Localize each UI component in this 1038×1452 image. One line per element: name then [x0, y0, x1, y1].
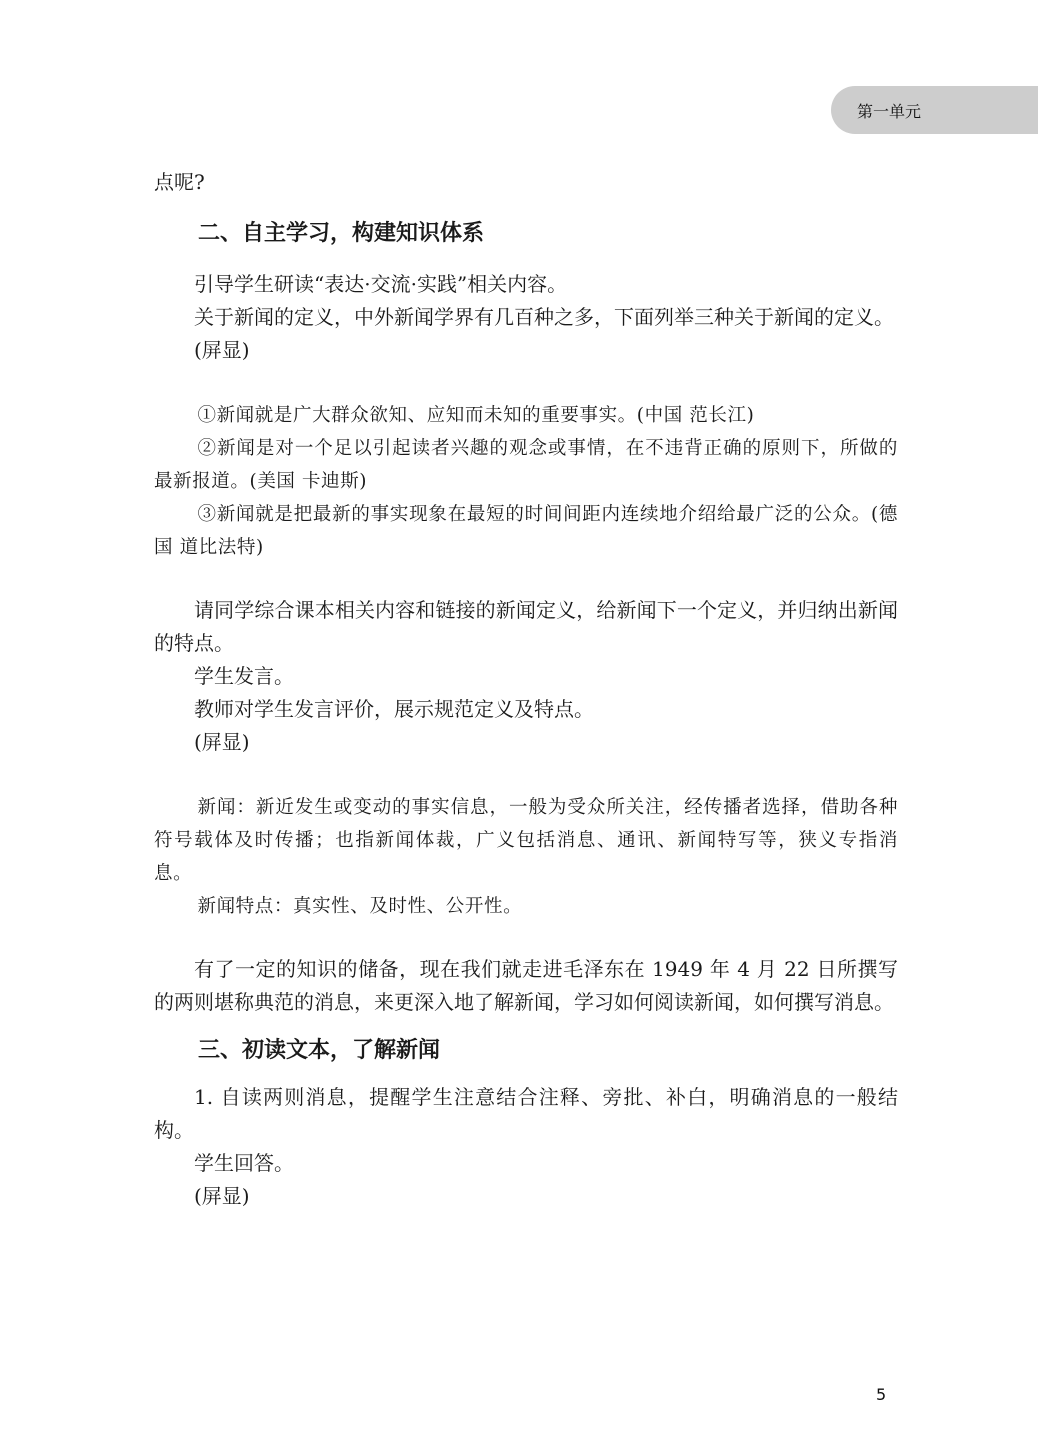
paragraph-continued: 点呢? — [154, 170, 205, 194]
paragraph: 请同学综合课本相关内容和链接的新闻定义，给新闻下一个定义，并归纳出新闻的特点。 — [154, 598, 898, 655]
unit-tab — [831, 86, 1038, 134]
quote-news-features: 新闻特点：真实性、及时性、公开性。 — [197, 896, 523, 917]
unit-label: 第一单元 — [857, 101, 922, 121]
page-content — [154, 166, 898, 1213]
page-number: 5 — [876, 1385, 887, 1404]
paragraph: 关于新闻的定义，中外新闻学界有几百种之多，下面列举三种关于新闻的定义。 — [194, 305, 894, 329]
paragraph: 教师对学生发言评价，展示规范定义及特点。 — [194, 697, 594, 721]
quote-news-definition: 新闻：新近发生或变动的事实信息，一般为受众所关注，经传播者选择，借助各种符号载体及时传播；也指新闻体裁，广义包括消息、通讯、新闻特写等，狭义专指消息。 — [154, 797, 898, 884]
paragraph: 学生回答。 — [194, 1151, 294, 1175]
paragraph: 有了一定的知识的储备，现在我们就走进毛泽东在 1949 年 4 月 22 日所撰写的两则堪称典范的消息，来更深入地了解新闻，学习如何阅读新闻，如何撰写消息。 — [154, 957, 898, 1014]
paragraph: 引导学生研读“表达·交流·实践”相关内容。 — [194, 272, 568, 296]
quote-definition-3: ③新闻就是把最新的事实现象在最短的时间间距内连续地介绍给最广泛的公众。(德国 道比法特) — [154, 504, 898, 558]
quote-definition-2: ②新闻是对一个足以引起读者兴趣的观念或事情，在不违背正确的原则下，所做的最新报道。(美国 卡迪斯) — [154, 438, 898, 492]
quote-definition-1: ①新闻就是广大群众欲知、应知而未知的重要事实。(中国 范长江) — [197, 405, 755, 426]
paragraph: 1. 自读两则消息，提醒学生注意结合注释、旁批、补白，明确消息的一般结构。 — [154, 1085, 898, 1142]
section-heading-3: 三、初读文本，了解新闻 — [198, 1038, 441, 1063]
section-heading-2: 二、自主学习，构建知识体系 — [198, 221, 485, 246]
screen-display-label: (屏显) — [194, 1184, 250, 1208]
screen-display-label: (屏显) — [194, 338, 250, 362]
screen-display-label: (屏显) — [194, 730, 250, 754]
paragraph: 学生发言。 — [194, 664, 294, 688]
